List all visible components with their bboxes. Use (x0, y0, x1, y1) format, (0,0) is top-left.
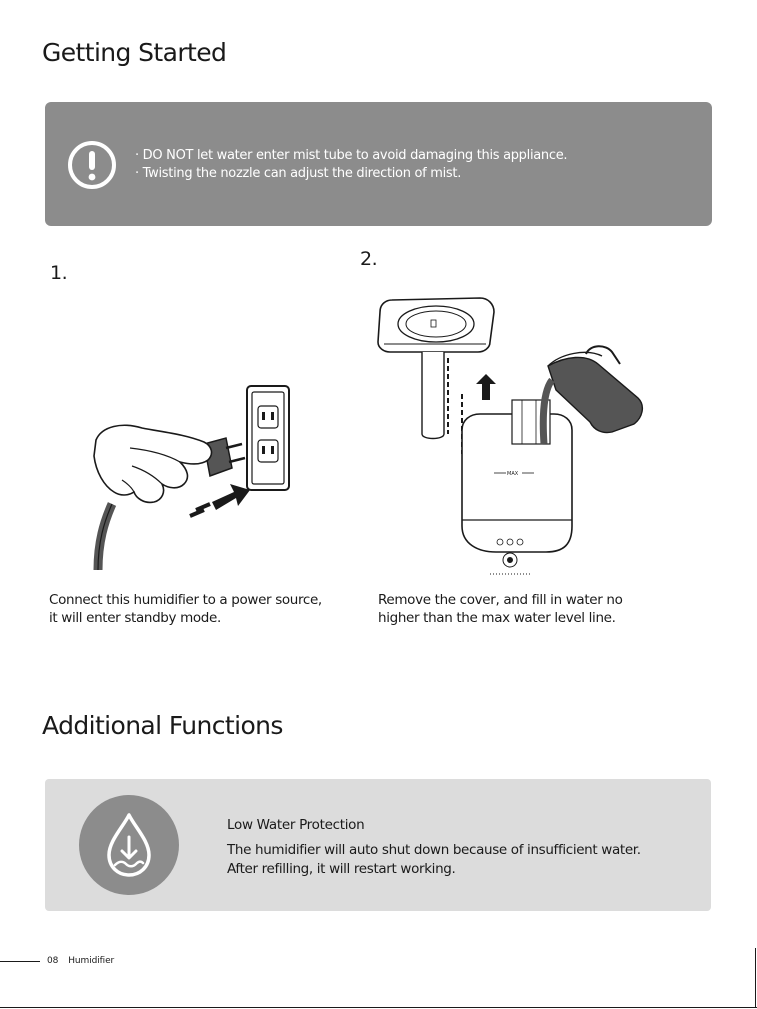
step-caption (49, 591, 322, 627)
right-crop-mark (755, 948, 756, 1008)
warning-item: · Twisting the nozzle can adjust the direction of mist. (135, 166, 462, 181)
function-box (45, 779, 711, 911)
water-drop-arrow-icon (79, 795, 179, 895)
warning-item: · DO NOT let water enter mist tube to avoid damaging this appliance. (135, 148, 568, 163)
caption-line: higher than the max water level line. (378, 610, 616, 626)
caption-line: it will enter standby mode. (49, 610, 221, 626)
caption-line: Remove the cover, and fill in water no (378, 592, 623, 608)
step-caption (378, 591, 623, 627)
section-title-getting-started: Getting Started (42, 38, 227, 67)
footer (47, 956, 124, 966)
feature-description (227, 841, 641, 879)
plug-illustration (92, 382, 302, 574)
page-number: 08 (47, 956, 59, 966)
caption-line: Connect this humidifier to a power source, (49, 592, 322, 608)
exclamation-circle-icon (67, 140, 117, 190)
bottom-border (0, 1007, 757, 1008)
section-title-additional-functions: Additional Functions (42, 711, 283, 740)
humidifier-illustration (376, 294, 648, 580)
feature-title: Low Water Protection (227, 817, 365, 833)
max-level-label: MAX (507, 471, 519, 477)
warning-list (135, 147, 567, 183)
step-number: 2. (360, 248, 378, 270)
description-line: After refilling, it will restart working. (227, 861, 456, 877)
warning-box (45, 102, 712, 226)
description-line: The humidifier will auto shut down because of insufficient water. (227, 842, 641, 858)
footer-rule (0, 961, 40, 962)
product-name: Humidifier (68, 956, 115, 966)
step-number: 1. (50, 262, 68, 284)
